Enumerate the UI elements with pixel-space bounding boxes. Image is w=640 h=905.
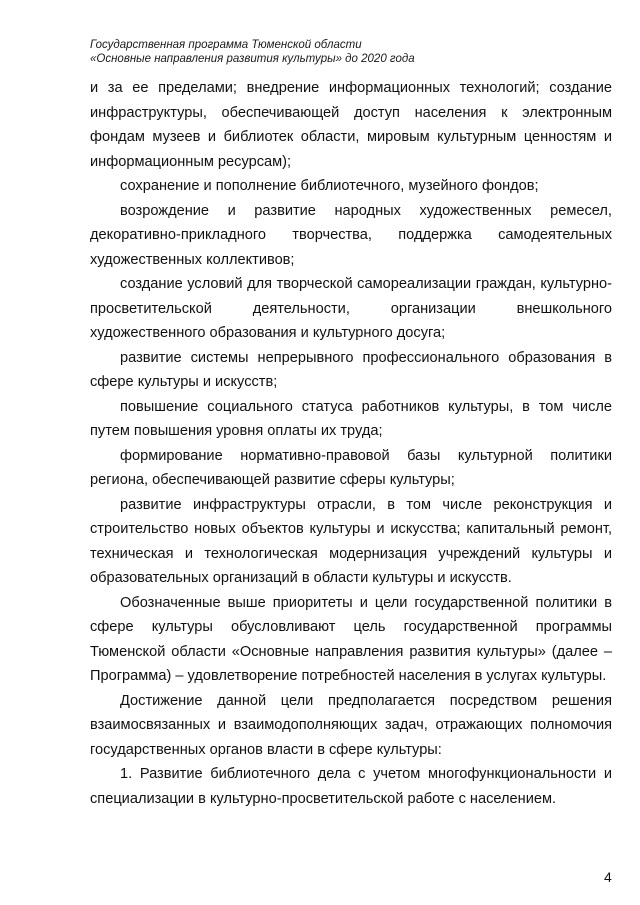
paragraph-folk-crafts: возрождение и развитие народных художественных ремесел, декоративно-прикладного творчества, поддержка самодеятельных художественных коллективов;	[90, 202, 612, 268]
paragraph-professional-education: развитие системы непрерывного профессионального образования в сфере культуры и искусств;	[90, 349, 612, 390]
paragraph-continuation: и за ее пределами; внедрение информационных технологий; создание инфраструктуры, обеспечивающей доступ населения к электронным фондам музеев и библиотек области, мировым культурным ценностям и информационным ресурсам);	[90, 80, 612, 170]
header-program-subtitle: «Основные направления развития культуры» до 2020 года	[90, 53, 415, 65]
header-program-title: Государственная программа Тюменской области	[90, 39, 362, 51]
paragraph-tasks-intro: Достижение данной цели предполагается посредством решения взаимосвязанных и взаимодополняющих задач, отражающих полномочия государственных органов власти в сфере культуры:	[90, 692, 612, 758]
paragraph-program-goal: Обозначенные выше приоритеты и цели государственной политики в сфере культуры обусловливают цель государственной программы Тюменской области «Основные направления развития культуры» (далее – Программа) – удовлетворение потребностей населения в услугах культуры.	[90, 594, 612, 684]
paragraph-legal-framework: формирование нормативно-правовой базы культурной политики региона, обеспечивающей развитие сферы культуры;	[90, 447, 612, 488]
paragraph-social-status: повышение социального статуса работников культуры, в том числе путем повышения уровня оплаты их труда;	[90, 398, 612, 439]
page-number: 4	[604, 869, 612, 885]
paragraph-library-museum-funds: сохранение и пополнение библиотечного, музейного фондов;	[120, 178, 539, 194]
paragraph-infrastructure: развитие инфраструктуры отрасли, в том числе реконструкция и строительство новых объектов культуры и искусства; капитальный ремонт, техническая и технологическая модернизация учреждений культуры и образовательных организаций в области культуры и искусств.	[90, 496, 612, 586]
paragraph-creative-self-realization: создание условий для творческой самореализации граждан, культурно-просветительской деятельности, организации внешкольного художественного образования и культурного досуга;	[90, 276, 612, 341]
document-body	[90, 76, 612, 811]
paragraph-task-1: 1. Развитие библиотечного дела с учетом многофункциональности и специализации в культурно-просветительской работе с населением.	[90, 766, 612, 807]
running-header	[90, 38, 550, 66]
